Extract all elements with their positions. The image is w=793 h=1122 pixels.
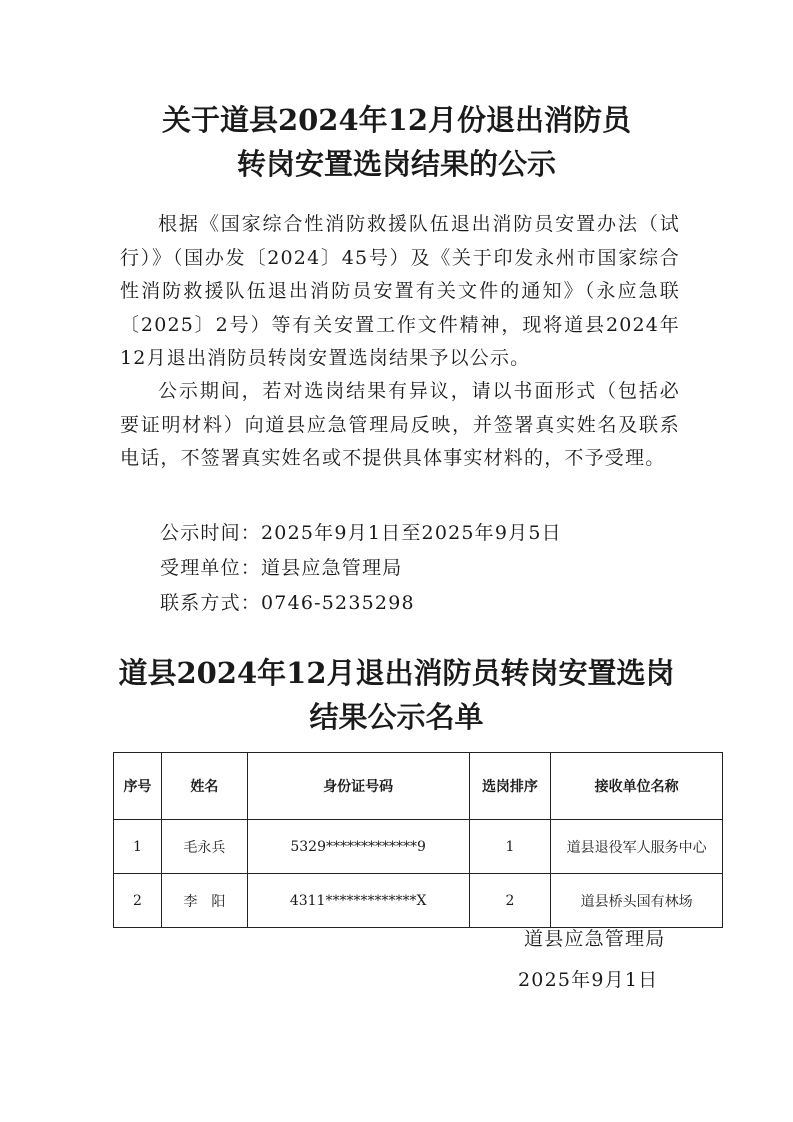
- paragraph-objection-text: 公示期间，若对选岗结果有异议，请以书面形式（包括必要证明材料）向道县应急管理局反映，并签署真实姓名及联系电话，不签署真实姓名或不提供具体事实材料的，不予受理。: [120, 380, 680, 469]
- header-unit: 接收单位名称: [551, 753, 723, 820]
- cell-index: 2: [114, 874, 162, 928]
- header-rank: 选岗排序: [469, 753, 551, 820]
- cell-id-number: 4311*************X: [247, 874, 469, 928]
- list-title-line-2: 结果公示名单: [309, 700, 484, 734]
- table-header-row: [114, 753, 723, 820]
- notice-title-line-1: 关于道县2024年12月份退出消防员: [161, 103, 632, 137]
- table-row: [114, 874, 723, 928]
- cell-index: 1: [114, 820, 162, 874]
- accepting-unit: 受理单位：道县应急管理局: [160, 557, 403, 579]
- signature-org: 道县应急管理局: [524, 928, 666, 950]
- cell-id-number: 5329*************9: [247, 820, 469, 874]
- notice-title: [0, 98, 793, 186]
- result-table: [113, 752, 723, 928]
- paragraph-objection: [120, 375, 680, 476]
- header-name: 姓名: [161, 753, 247, 820]
- cell-rank: 1: [469, 820, 551, 874]
- paragraph-basis: [120, 208, 680, 376]
- cell-name: 毛永兵: [161, 820, 247, 874]
- list-title: [0, 651, 793, 739]
- cell-name: 李 阳: [161, 874, 247, 928]
- notice-period: 公示时间：2025年9月1日至2025年9月5日: [160, 522, 562, 544]
- cell-unit: 道县桥头国有林场: [551, 874, 723, 928]
- table-row: [114, 820, 723, 874]
- header-id-number: 身份证号码: [247, 753, 469, 820]
- cell-rank: 2: [469, 874, 551, 928]
- list-title-line-1: 道县2024年12月退出消防员转岗安置选岗: [118, 656, 675, 690]
- paragraph-basis-text: 根据《国家综合性消防救援队伍退出消防员安置办法（试行）》（国办发〔2024〕45号）及《关于印发永州市国家综合性消防救援队伍退出消防员安置有关文件的通知》（永应急联〔2025〕2号）等有关安置工作文件精神，现将道县2024年12月退出消防员转岗安置选岗结果予以公示。: [120, 213, 680, 369]
- signature-date: 2025年9月1日: [518, 969, 659, 991]
- contact-info: 联系方式：0746-5235298: [160, 592, 415, 614]
- header-index: 序号: [114, 753, 162, 820]
- cell-unit: 道县退役军人服务中心: [551, 820, 723, 874]
- notice-title-line-2: 转岗安置选岗结果的公示: [236, 147, 556, 181]
